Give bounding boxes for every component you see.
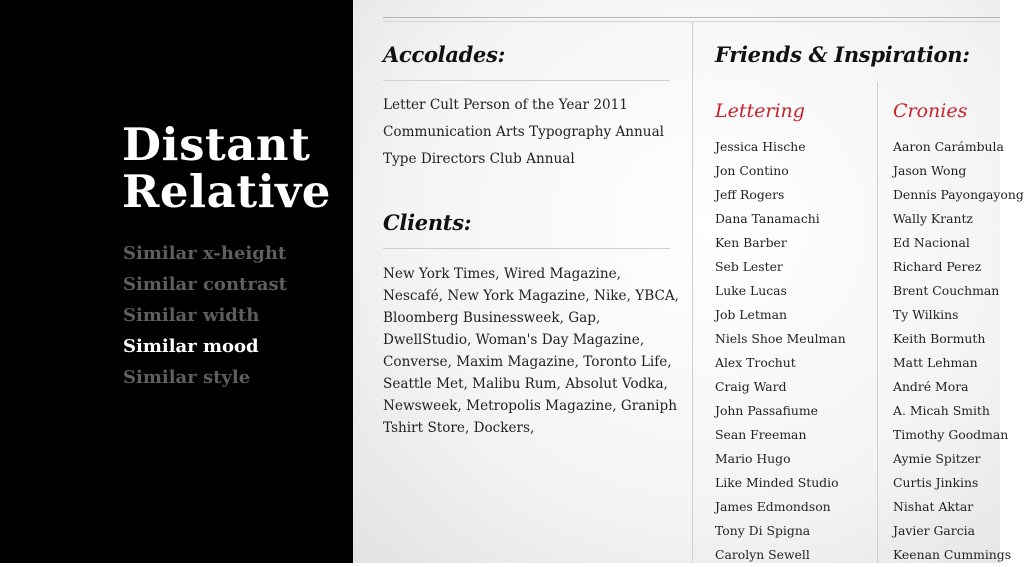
accolades-rule: [383, 80, 670, 81]
lettering-name: Luke Lucas: [715, 283, 787, 298]
cronies-name: Dennis Payongayong: [893, 187, 1024, 202]
clients-heading: Clients:: [383, 210, 472, 235]
lettering-name: Seb Lester: [715, 259, 783, 274]
sample-webpage: [353, 0, 1024, 563]
cronies-name: Ty Wilkins: [893, 307, 959, 322]
accolade-item: Letter Cult Person of the Year 2011: [383, 97, 628, 113]
clients-rule: [383, 248, 670, 249]
lettering-name: Dana Tanamachi: [715, 211, 820, 226]
cronies-heading: Cronies: [893, 100, 968, 122]
cronies-name: Nishat Aktar: [893, 499, 974, 514]
cronies-name: Brent Couchman: [893, 283, 1000, 298]
lettering-name: Craig Ward: [715, 379, 787, 394]
cronies-list: [893, 135, 1024, 567]
lettering-name: Like Minded Studio: [715, 475, 839, 490]
lettering-name: Carolyn Sewell: [715, 547, 810, 562]
cronies-name: Javier Garcia: [893, 523, 976, 538]
cronies-name: Wally Krantz: [893, 211, 973, 226]
lettering-name: Jeff Rogers: [715, 187, 785, 202]
option-style: Similar style: [123, 367, 251, 388]
similarity-list: [123, 238, 287, 393]
lettering-name: Job Letman: [715, 307, 787, 322]
cronies-name: A. Micah Smith: [893, 403, 990, 418]
cronies-name: Matt Lehman: [893, 355, 978, 370]
lettering-name: Mario Hugo: [715, 451, 791, 466]
accolade-item: Communication Arts Typography Annual: [383, 124, 665, 140]
top-divider: [383, 17, 1000, 18]
lettering-name: Niels Shoe Meulman: [715, 331, 846, 346]
title-line-1: Distant: [122, 118, 311, 171]
cronies-name: Aymie Spitzer: [893, 451, 981, 466]
friends-heading: Friends & Inspiration:: [715, 42, 970, 67]
lettering-name: James Edmondson: [715, 499, 831, 514]
option-contrast: Similar contrast: [123, 274, 287, 295]
lettering-heading: Lettering: [715, 100, 805, 122]
lettering-list: [715, 135, 846, 567]
option-width: Similar width: [123, 305, 260, 326]
slide-title: [122, 118, 331, 218]
option-mood: Similar mood: [123, 336, 259, 357]
title-line-2: Relative: [122, 165, 331, 218]
cronies-name: André Mora: [893, 379, 969, 394]
accolades-list: [383, 92, 664, 173]
lettering-name: Jon Contino: [715, 163, 789, 178]
lettering-name: Ken Barber: [715, 235, 787, 250]
accolade-item: Type Directors Club Annual: [383, 151, 575, 167]
slide-panel: [0, 0, 353, 563]
cronies-name: Aaron Carámbula: [893, 139, 1004, 154]
cronies-name: Ed Nacional: [893, 235, 970, 250]
cronies-name: Keith Bormuth: [893, 331, 986, 346]
lettering-name: Tony Di Spigna: [715, 523, 811, 538]
lettering-name: John Passafiume: [715, 403, 818, 418]
accolades-heading: Accolades:: [383, 42, 506, 67]
lettering-name: Sean Freeman: [715, 427, 807, 442]
column-divider-main: [692, 22, 693, 563]
clients-text: New York Times, Wired Magazine, Nescafé, New York Magazine, Nike, YBCA, Bloomberg Businessweek, Gap, DwellStudio, Woman's Day Magazine, Converse, Maxim Magazine, Toronto Life, Seattle Met, Malibu Rum, Absolut Vodka, Newsweek, Metropolis Magazine, Graniph Tshirt Store, Dockers,: [383, 266, 679, 436]
cronies-name: Keenan Cummings: [893, 547, 1012, 562]
lettering-name: Alex Trochut: [715, 355, 796, 370]
cronies-name: Jason Wong: [893, 163, 967, 178]
lettering-name: Jessica Hische: [715, 139, 806, 154]
cronies-name: Timothy Goodman: [893, 427, 1009, 442]
option-x-height: Similar x-height: [123, 243, 287, 264]
cronies-name: Richard Perez: [893, 259, 982, 274]
column-divider-friends: [877, 82, 878, 563]
cronies-name: Curtis Jinkins: [893, 475, 979, 490]
